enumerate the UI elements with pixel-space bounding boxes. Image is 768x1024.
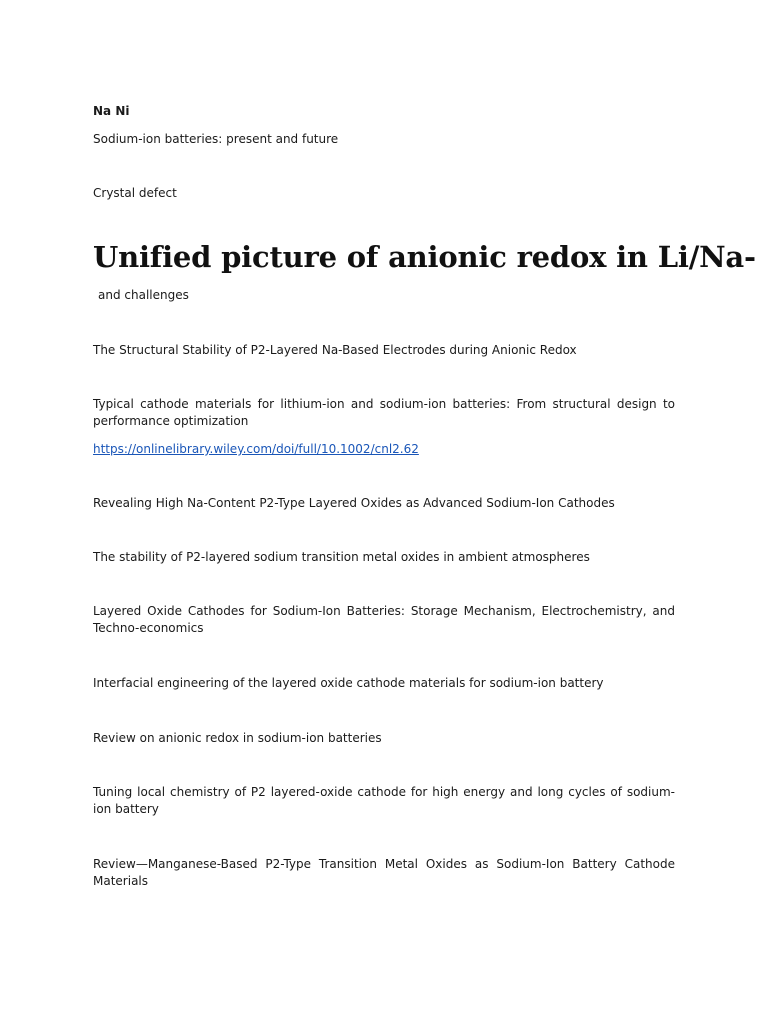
paragraph-manganese-based-review: Review—Manganese-Based P2-Type Transition Metal Oxides as Sodium-Ion Battery Cathode Materials	[93, 857, 675, 888]
heading-na-ni: Na Ni	[93, 104, 130, 118]
paragraph-ambient-stability: The stability of P2-layered sodium transition metal oxides in ambient atmospheres	[93, 550, 590, 564]
paragraph-and-challenges: and challenges	[98, 288, 189, 302]
paragraph-high-na-content: Revealing High Na-Content P2-Type Layered Oxides as Advanced Sodium-Ion Cathodes	[93, 496, 615, 510]
paragraph-layered-oxide-cathodes: Layered Oxide Cathodes for Sodium-Ion Batteries: Storage Mechanism, Electrochemistry, and Techno-economics	[93, 604, 675, 635]
paragraph-crystal-defect: Crystal defect	[93, 186, 177, 200]
paragraph-tuning-local-chemistry: Tuning local chemistry of P2 layered-oxide cathode for high energy and long cycles of sodium-ion battery	[93, 785, 675, 816]
paragraph-sodium-ion-present-future: Sodium-ion batteries: present and future	[93, 132, 339, 146]
doi-link[interactable]: https://onlinelibrary.wiley.com/doi/full/10.1002/cnl2.62	[93, 442, 419, 456]
paragraph-structural-stability: The Structural Stability of P2-Layered Na-Based Electrodes during Anionic Redox	[93, 343, 577, 357]
paragraph-interfacial-engineering: Interfacial engineering of the layered oxide cathode materials for sodium-ion battery	[93, 676, 604, 690]
paragraph-review-anionic-redox: Review on anionic redox in sodium-ion batteries	[93, 731, 382, 745]
big-title: Unified picture of anionic redox in Li/Na-	[93, 240, 756, 274]
paragraph-typical-cathode-materials: Typical cathode materials for lithium-ion and sodium-ion batteries: From structural design to performance optimization	[93, 397, 675, 428]
